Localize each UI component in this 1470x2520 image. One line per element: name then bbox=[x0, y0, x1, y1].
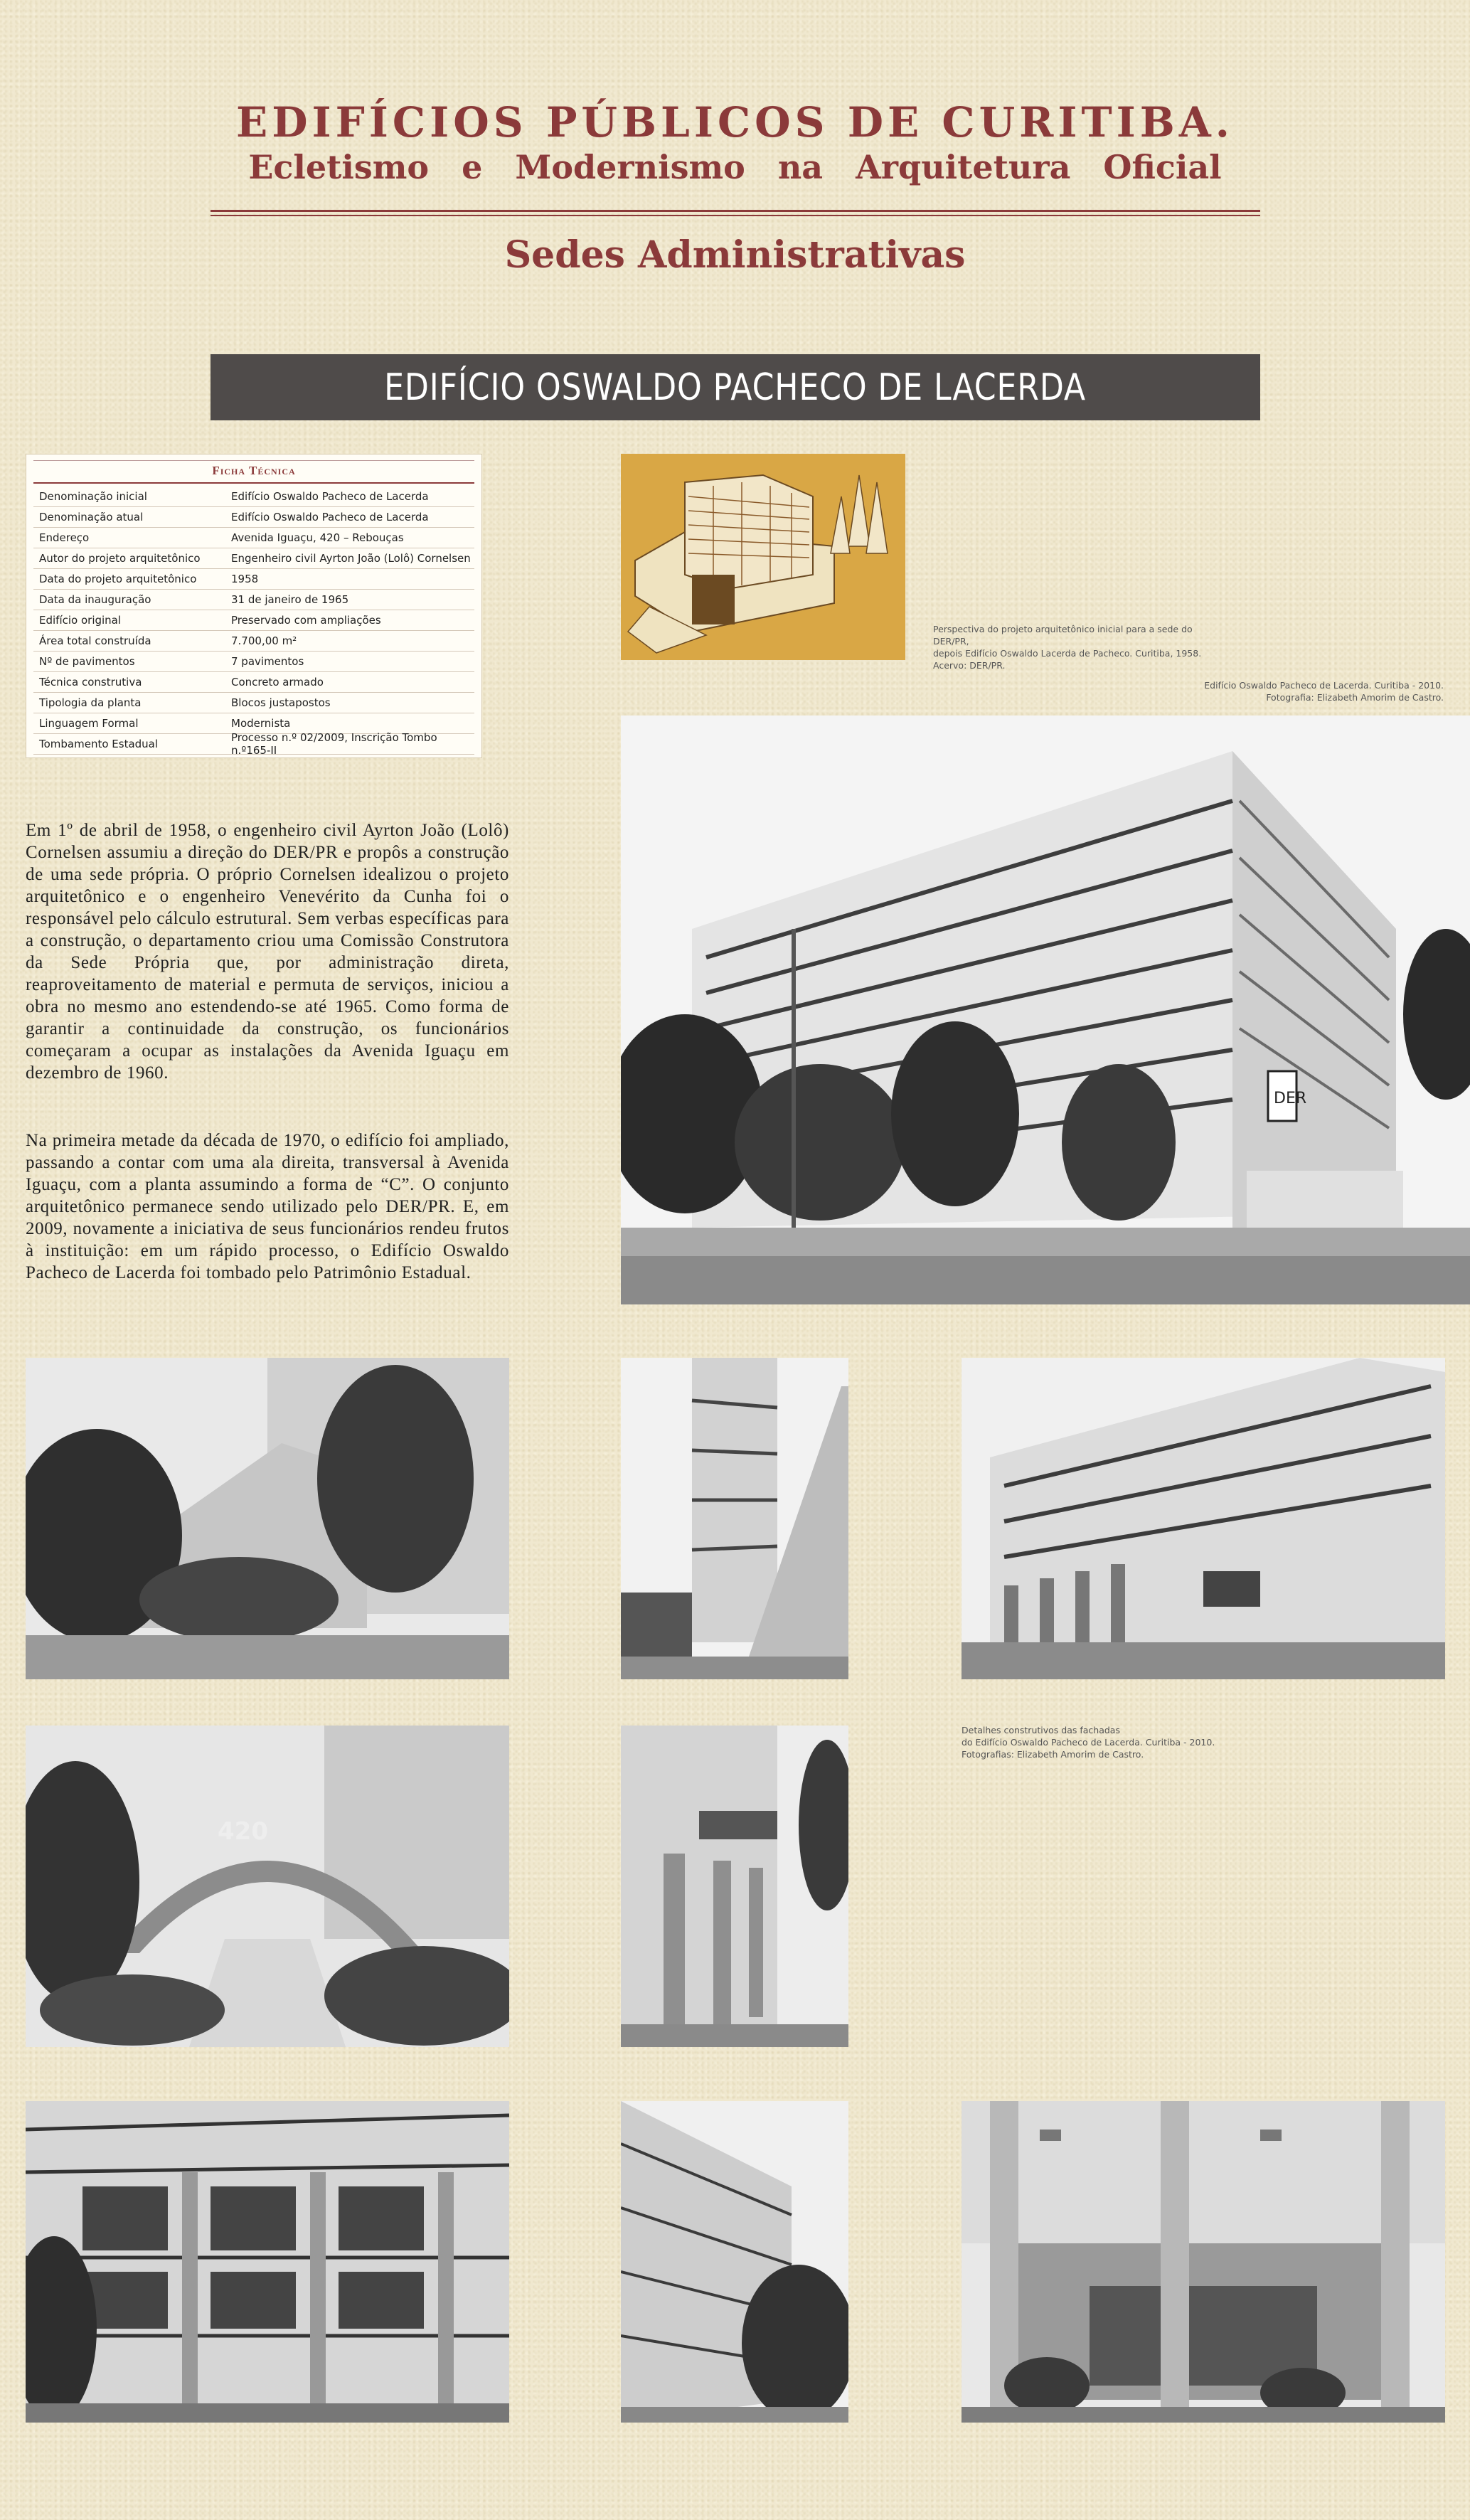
caption-line: Detalhes construtivos das fachadas bbox=[962, 1725, 1120, 1735]
side-wing-photo bbox=[621, 2101, 848, 2423]
table-row bbox=[33, 731, 474, 757]
table-row bbox=[33, 569, 474, 590]
row-value: 31 de janeiro de 1965 bbox=[231, 593, 349, 606]
row-value: Concreto armado bbox=[231, 676, 324, 689]
ficha-title: Ficha Técnica bbox=[33, 460, 474, 484]
row-label: Técnica construtiva bbox=[39, 676, 142, 689]
title-rule-top bbox=[211, 210, 1260, 212]
columns-detail-photo bbox=[621, 1726, 848, 2047]
arch-number-text: 420 bbox=[218, 1817, 268, 1846]
architectural-drawing-image bbox=[621, 454, 905, 660]
caption-line: Fotografia: Elizabeth Amorim de Castro. bbox=[1266, 692, 1444, 703]
drawing-caption bbox=[933, 623, 1218, 671]
arch-entrance-photo bbox=[26, 1726, 509, 2047]
caption-line: Edifício Oswaldo Pacheco de Lacerda. Curitiba - 2010. bbox=[1204, 680, 1444, 691]
ground-floor-columns-photo bbox=[962, 2101, 1445, 2423]
row-label: Denominação inicial bbox=[39, 490, 147, 503]
table-row bbox=[33, 610, 474, 631]
row-value: Edifício Oswaldo Pacheco de Lacerda bbox=[231, 511, 429, 523]
row-value: Engenheiro civil Ayrton João (Lolô) Cornelsen bbox=[231, 552, 471, 565]
caption-line: Perspectiva do projeto arquitetônico inicial para a sede do DER/PR, bbox=[933, 624, 1193, 647]
row-label: Nº de pavimentos bbox=[39, 655, 135, 668]
section-title: Sedes Administrativas bbox=[504, 233, 966, 277]
row-label: Denominação atual bbox=[39, 511, 144, 523]
row-value: 7 pavimentos bbox=[231, 655, 304, 668]
history-paragraph-1: Em 1º de abril de 1958, o engenheiro civil Ayrton João (Lolô) Cornelsen assumiu a direção do DER/PR e propôs a construção de uma sede própria. O próprio Cornelsen idealizou o projeto arquitetônico e o engenheiro Venevérito da Cunha foi o responsável pelo cálculo estrutural. Sem verbas específicas para a construção, o departamento criou uma Comissão Construtora da Sede Própria que, por administração direta, reaproveitamento de material e permuta de serviços, iniciou a obra no mesmo ano estendendo-se até 1965. Como forma de garantir a continuidade da construção, os funcionários começaram a ocupar as instalações da Avenida Iguaçu em dezembro de 1960. bbox=[26, 821, 509, 1083]
row-value: Avenida Iguaçu, 420 – Rebouças bbox=[231, 531, 404, 544]
main-photo-caption bbox=[1088, 679, 1444, 703]
row-label: Autor do projeto arquitetônico bbox=[39, 552, 201, 565]
row-label: Data da inauguração bbox=[39, 593, 151, 606]
row-value: Preservado com ampliações bbox=[231, 614, 381, 627]
table-row bbox=[33, 528, 474, 548]
garden-entrance-photo bbox=[26, 1358, 509, 1679]
table-row bbox=[33, 507, 474, 528]
history-paragraph-2: Na primeira metade da década de 1970, o edifício foi ampliado, passando a contar com uma ala direita, transversal à Avenida Iguaçu, com a planta assumindo a forma de “C”. O conjunto arquitetônico permanece sendo utilizado pelo DER/PR. E, em 2009, novamente a iniciativa de seus funcionários rendeu frutos à instituição: em um rápido processo, o Edifício Oswaldo Pacheco de Lacerda foi tombado pelo Patrimônio Estadual. bbox=[26, 1131, 509, 1282]
row-label: Data do projeto arquitetônico bbox=[39, 573, 197, 585]
page-subtitle: Ecletismo e Modernismo na Arquitetura Oficial bbox=[248, 148, 1222, 186]
row-value: Modernista bbox=[231, 717, 291, 730]
table-row bbox=[33, 672, 474, 693]
table-row bbox=[33, 652, 474, 672]
title-rule-bottom bbox=[211, 215, 1260, 216]
row-value: Processo n.º 02/2009, Inscrição Tombo n.º165-II bbox=[231, 731, 437, 757]
main-building-photo bbox=[621, 716, 1470, 1304]
row-label: Tombamento Estadual bbox=[39, 738, 159, 750]
caption-line: depois Edifício Oswaldo Lacerda de Pacheco. Curitiba, 1958. bbox=[933, 648, 1202, 659]
pilotis-facade-photo bbox=[26, 2101, 509, 2423]
row-label: Linguagem Formal bbox=[39, 717, 139, 730]
table-row bbox=[33, 487, 474, 507]
row-value: 7.700,00 m² bbox=[231, 634, 297, 647]
row-value: Edifício Oswaldo Pacheco de Lacerda bbox=[231, 490, 429, 503]
table-row bbox=[33, 548, 474, 569]
row-value: Blocos justapostos bbox=[231, 696, 331, 709]
caption-line: Acervo: DER/PR. bbox=[933, 660, 1006, 671]
building-banner bbox=[211, 354, 1260, 420]
row-label: Edifício original bbox=[39, 614, 122, 627]
row-value: 1958 bbox=[231, 573, 259, 585]
der-sign-text: DER bbox=[1274, 1090, 1307, 1107]
page-title: EDIFÍCIOS PÚBLICOS DE CURITIBA. bbox=[235, 98, 1234, 147]
details-caption bbox=[962, 1724, 1317, 1760]
row-label: Tipologia da planta bbox=[39, 696, 142, 709]
row-label: Área total construída bbox=[39, 634, 151, 647]
caption-line: Fotografias: Elizabeth Amorim de Castro. bbox=[962, 1749, 1144, 1760]
table-row bbox=[33, 590, 474, 610]
ficha-tecnica-table bbox=[26, 454, 482, 758]
facade-corner-photo bbox=[621, 1358, 848, 1679]
facade-side-photo bbox=[962, 1358, 1445, 1679]
row-label: Endereço bbox=[39, 531, 90, 544]
caption-line: do Edifício Oswaldo Pacheco de Lacerda. Curitiba - 2010. bbox=[962, 1737, 1215, 1748]
table-row bbox=[33, 693, 474, 713]
table-row bbox=[33, 631, 474, 652]
banner-text: EDIFÍCIO OSWALDO PACHECO DE LACERDA bbox=[384, 366, 1087, 409]
